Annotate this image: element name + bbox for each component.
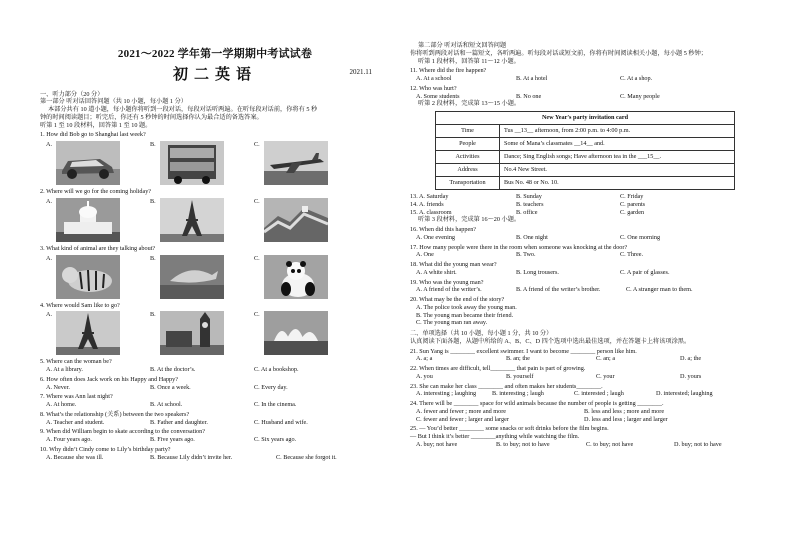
option-label: C. [254, 197, 260, 205]
question-4: 4. Where would Sam like to go? [40, 301, 120, 309]
question-25: 25. — You’d better ________ some snacks or soft drinks before the film begins. [410, 425, 609, 433]
big-ben-icon [160, 311, 224, 355]
capitol-icon [56, 198, 120, 242]
question-8: 8. What’s the relationship (关系) between the two speakers? [40, 410, 190, 418]
option-label: A. [46, 311, 53, 319]
dolphin-icon [160, 255, 224, 299]
car-icon [56, 141, 120, 185]
part2-title: 第二部分 听对话和短文回答问题 [418, 42, 507, 49]
instruction-line: 听第 1 至 10 段材料，回答第 1 至 10 题。 [40, 121, 152, 129]
question-23: 23. She can make her class ________ and often makes her students________. [410, 382, 603, 390]
tiger-icon [56, 255, 120, 299]
instruction-line: 认真阅读下面各题，从题中所给的 A、B、C、D 四个选项中选出最佳选项，并在答题卡上将该项涂黑。 [410, 337, 691, 345]
question-25-reply: — But I think it’s better ________anything while watching the film. [410, 433, 580, 440]
instruction-line: 听第 2 段材料，完成第 13～15 小题。 [418, 100, 521, 108]
instruction-line: 听第 1 段材料，回答第 11～12 小题。 [418, 57, 520, 65]
option-label: C. [254, 254, 260, 262]
options-12: A. Some students B. No one C. Many people [416, 92, 660, 100]
question-20: 20. What may be the end of the story? [410, 296, 505, 303]
options-6: A. Never. B. Once a week. C. Every day. [46, 383, 288, 391]
options-23: A. interesting ; laughing B. interesting ; laugh C. interested ; laugh D. interested; laughing [416, 390, 713, 398]
bus-icon [160, 141, 224, 185]
options-7: A. At home. B. At school. C. In the cinema. [46, 401, 297, 408]
exam-date: 2021.11 [349, 68, 372, 76]
options-15: 15. A. classroom B. office C. garden [410, 208, 645, 216]
options-9: A. Four years ago. B. Five years ago. C. Six years ago. [46, 436, 297, 443]
option-label: A. [46, 254, 53, 262]
opera-house-icon [264, 311, 328, 355]
section-title: 一、听力部分（20 分） [40, 90, 104, 98]
exam-subtitle: 初二英语 [172, 66, 257, 83]
image-options-2 [46, 198, 390, 242]
question-6: 6. How often does Jack work on his Happy and Happy? [40, 375, 178, 383]
question-22: 22. When times are difficult, tell________ that pain is part of growing. [410, 365, 586, 372]
question-24: 24. There will be ________ space for wild animals because the number of people is getting ________. [410, 400, 664, 407]
option-label: C. [254, 141, 260, 148]
option-20c: C. The young man ran away. [416, 319, 488, 327]
question-1: 1. How did Bob go to Shanghai last week? [40, 131, 146, 139]
exam-title: 2021～2022 学年第一学期期中考试试卷 [117, 48, 313, 60]
option-label: B. [150, 254, 156, 262]
plane-icon [264, 141, 328, 185]
table-row: Activities Dance; Sing English songs; Have afternoon tea in the ___15__. [436, 151, 735, 164]
option-label: C. [254, 311, 260, 319]
options-10: A. Because she was ill. B. Because Lily didn’t invite her. C. Because she forgot it. [46, 453, 337, 461]
table-row: Address No.4 New Street. [436, 164, 735, 177]
options-16: A. One evening B. One night C. One morning [416, 233, 661, 241]
section2-title: 二、单项选择（共 10 小题，每小题 1 分，共 10 分） [410, 330, 553, 337]
options-14: 14. A. friends B. teachers C. parents [410, 200, 646, 208]
eiffel-tower-icon [160, 198, 224, 242]
options-11: A. At a school B. At a hotel C. At a shop. [416, 75, 653, 82]
question-19: 19. Who was the young man? [410, 278, 484, 286]
options-25: A. buy; not have B. to buy; not to have C. to buy; not have D. buy; not to have [416, 440, 722, 448]
question-9: 9. When did William begin to skate according to the conversation? [40, 428, 205, 436]
great-wall-icon [264, 198, 328, 242]
question-7: 7. Where was Ann last night? [40, 393, 113, 401]
question-17: 17. How many people were there in the room when someone was knocking at the door? [410, 243, 628, 251]
table-row: Transportation Bus No. 48 or No. 10. [436, 177, 735, 190]
left-column [40, 0, 390, 550]
table-title: New Year's party invitation card [436, 112, 735, 125]
question-11: 11. Where did the fire happen? [410, 67, 487, 75]
option-label: A. [46, 197, 53, 205]
question-10: 10. Why didn’t Cindy come to Lily’s birthday party? [40, 445, 171, 453]
option-label: A. [46, 141, 53, 148]
image-options-3 [46, 255, 390, 299]
table-row: People Some of Mana’s classmates __14__ and. [436, 138, 735, 151]
image-options-4 [46, 311, 390, 355]
eiffel-tower-icon [56, 311, 120, 355]
options-5: A. At a library. B. At the doctor’s. C. At a bookshop. [46, 366, 299, 373]
options-8: A. Teacher and student. B. Father and daughter. C. Husband and wife. [46, 418, 308, 426]
option-label: B. [150, 311, 156, 319]
question-5: 5. Where can the woman be? [40, 358, 112, 366]
option-20b: B. The young man became their friend. [416, 311, 514, 319]
option-20a: A. The police took away the young man. [416, 303, 517, 311]
options-24b: C. fewer and fewer ; larger and larger D. less and less ; larger and larger [416, 415, 668, 423]
options-21: A. a; a B. an; the C. an; a D. a; the [416, 355, 702, 363]
part1-title: 第一部分 听对话回答问题（共 10 小题，每小题 1 分） [40, 98, 187, 106]
instruction-line: 听第 3 段材料，完成第 16～20 小题。 [418, 216, 521, 224]
options-24a: A. fewer and fewer ; more and more B. less and less ; more and more [416, 407, 665, 415]
instruction-line: 本部分共有 10 道小题，每小题你将听到一段对话，每段对话听两遍。在听每段对话前，你将有 5 秒 [48, 106, 318, 113]
option-label: B. [150, 197, 156, 205]
image-options-1 [46, 141, 390, 185]
table-row: Time Tus __13__ afternoon, from 2:00 p.m. to 4:00 p.m. [436, 125, 735, 138]
question-2: 2. Where will we go for the coming holiday? [40, 188, 152, 195]
question-3: 3. What kind of animal are they talking about? [40, 244, 156, 252]
panda-icon [264, 255, 328, 299]
options-13: 13. A. Saturday B. Sunday C. Friday [410, 193, 644, 200]
options-17: A. One B. Two. C. Three. [416, 251, 644, 259]
instruction-line: 钟的时间阅读题目；听完后，你还有 5 秒钟的时间选择你认为最合适的备选答案。 [40, 113, 263, 121]
question-16: 16. When did this happen? [410, 226, 477, 233]
question-12: 12. Who was hurt? [410, 84, 457, 92]
options-22: A. you B. yourself C. your D. yours [416, 372, 702, 380]
option-label: B. [150, 141, 156, 148]
instruction-line: 你将听到两段对话和一篇短文，各听两遍。听每段对话或短文前，你将有时间阅读相关小题，每小题 5 秒钟； [410, 49, 707, 57]
right-column [410, 0, 755, 550]
options-18: A. A white shirt. B. Long trousers. C. A pair of glasses. [416, 268, 670, 276]
question-18: 18. What did the young man wear? [410, 261, 497, 268]
invitation-table [435, 111, 735, 190]
question-21: 21. Sun Yang is ________ excellent swimmer. I want to become ________ person like him. [410, 347, 637, 355]
options-19: A. A friend of the writer’s. B. A friend of the writer’s brother. C. A stranger man to them. [416, 286, 693, 294]
